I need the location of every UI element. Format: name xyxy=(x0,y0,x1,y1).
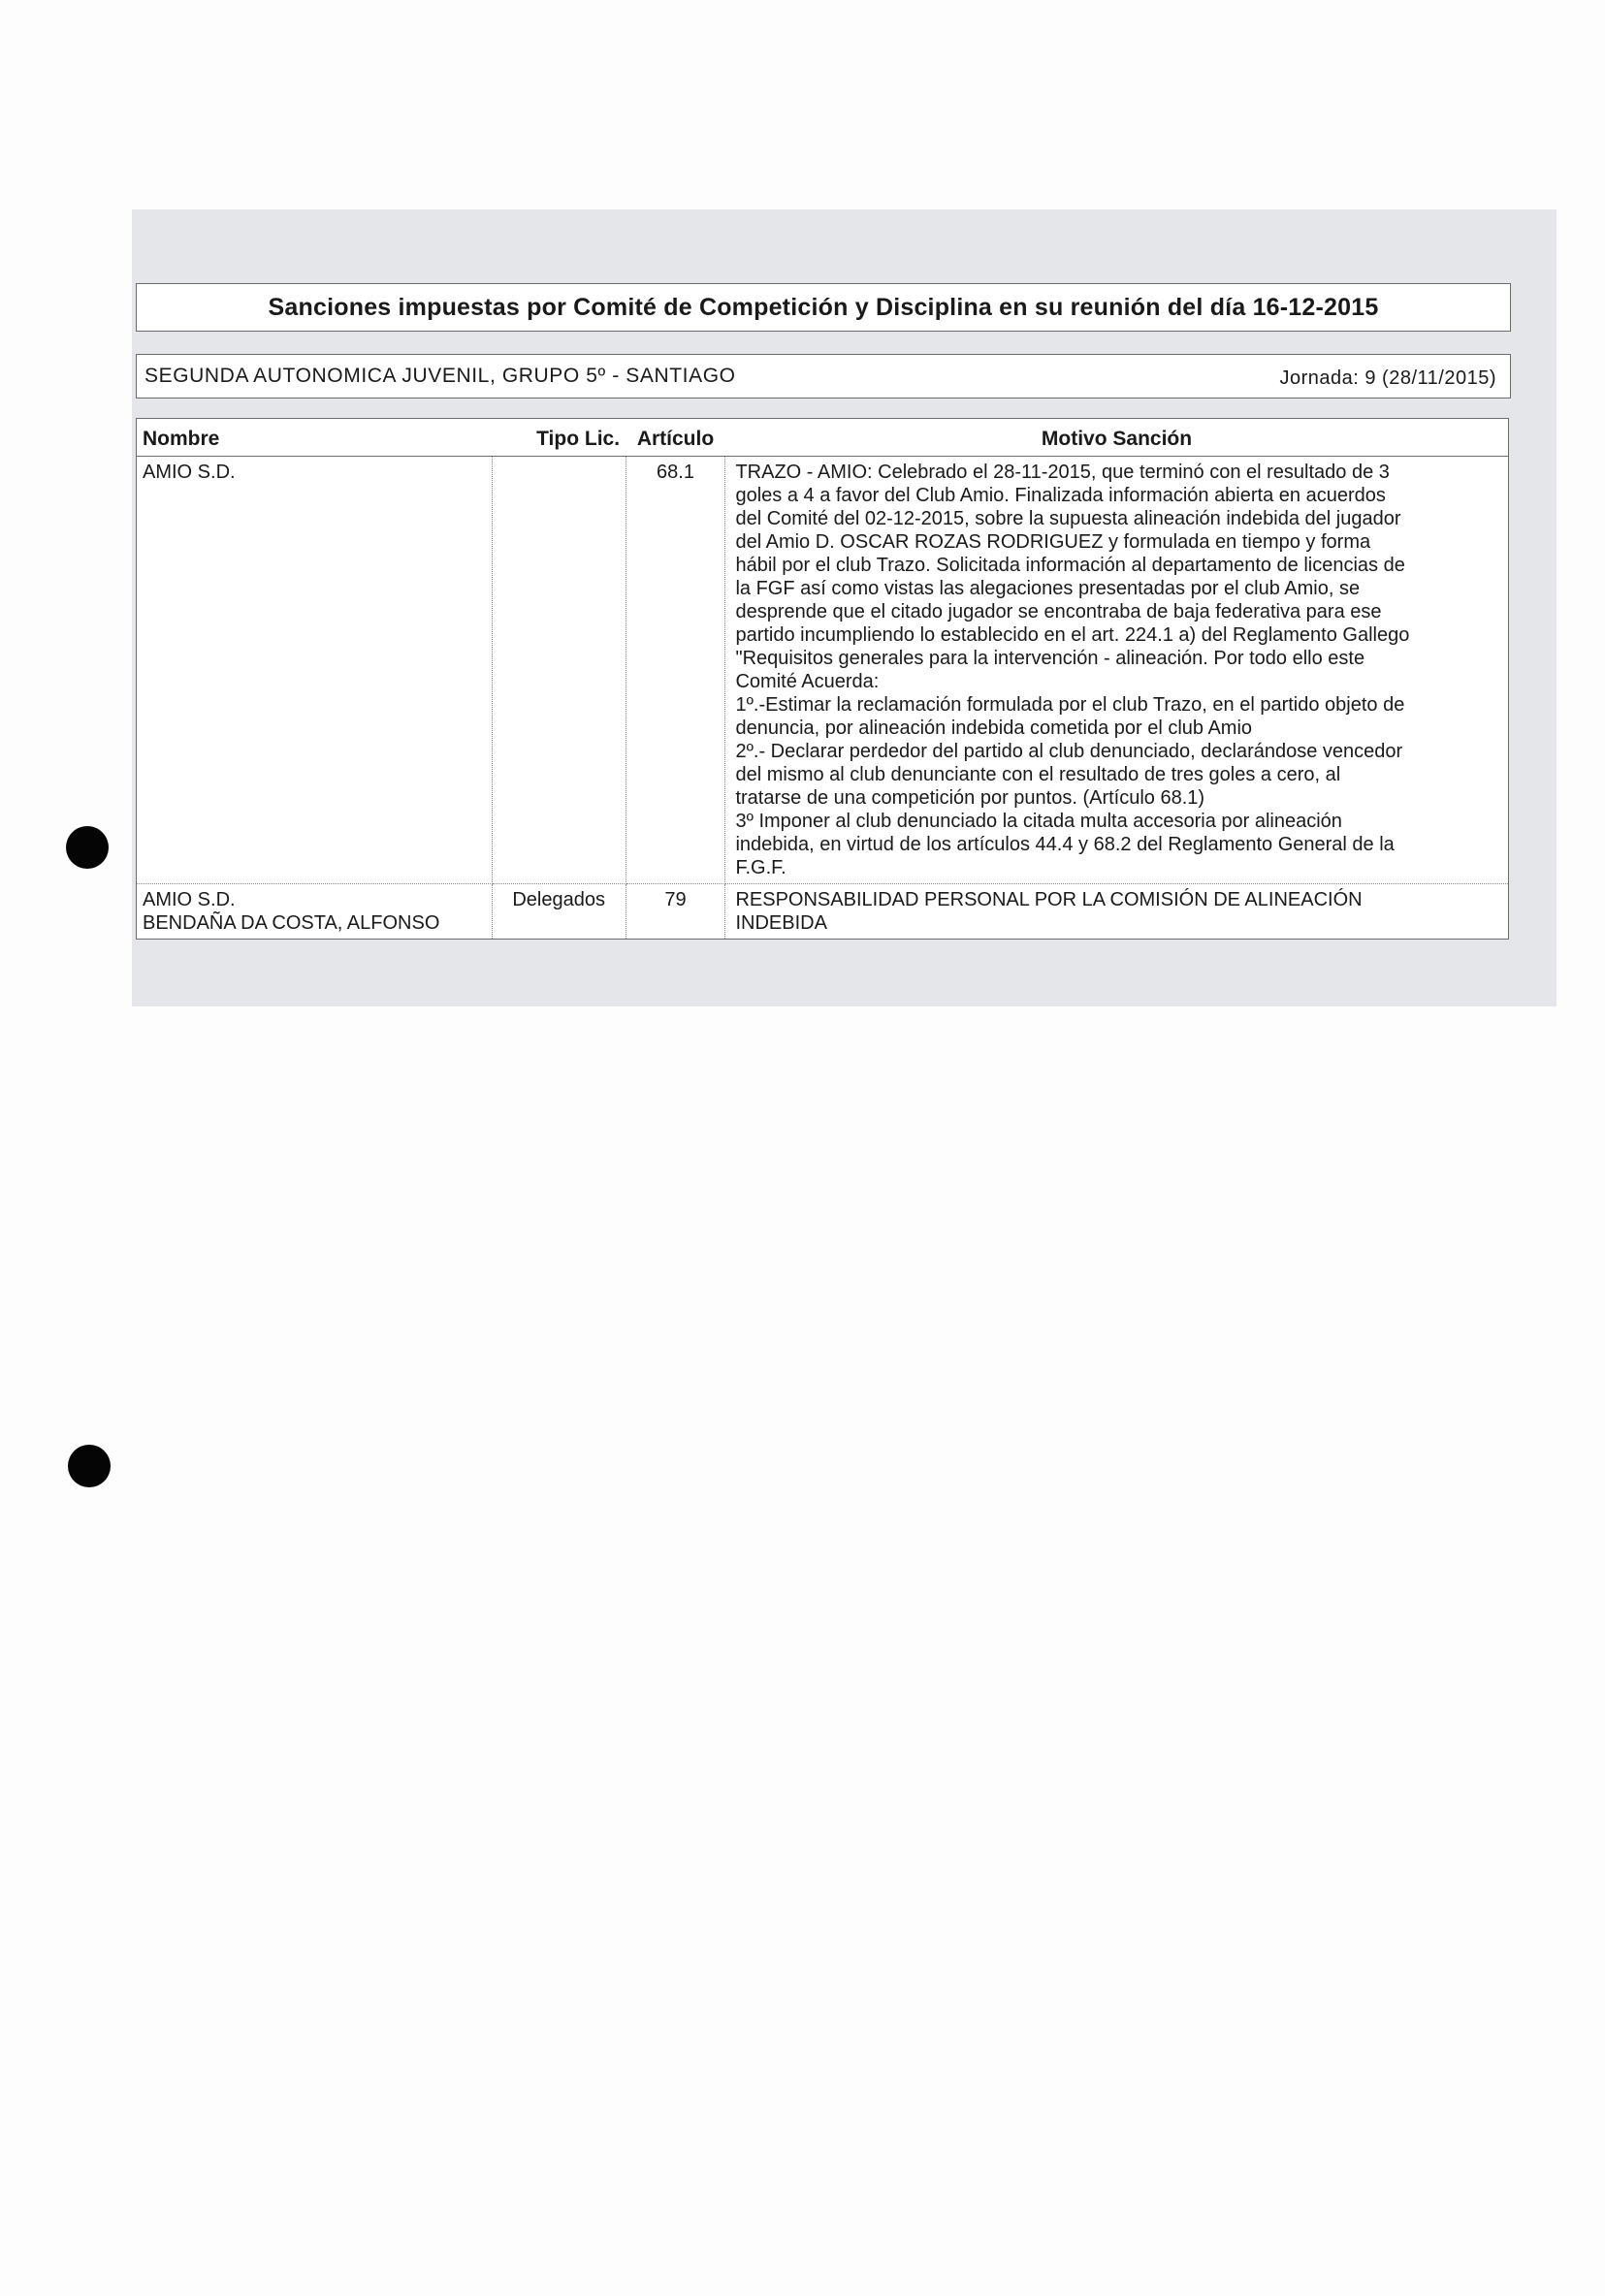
motivo-line: partido incumpliendo lo establecido en el art. 224.1 a) del Reglamento Gallego xyxy=(735,624,1410,646)
punch-hole-bottom xyxy=(68,1445,111,1487)
sanctions-table xyxy=(136,418,1509,940)
motivo-line: "Requisitos generales para la intervención - alineación. Por todo ello este xyxy=(735,648,1365,669)
competition-group-header xyxy=(136,354,1511,399)
motivo-line: la FGF así como vistas las alegaciones presentadas por el club Amio, se xyxy=(735,578,1361,599)
motivo-line: F.G.F. xyxy=(735,857,786,878)
jornada-label: Jornada: 9 (28/11/2015) xyxy=(1279,367,1496,389)
motivo-line: del Amio D. OSCAR ROZAS RODRIGUEZ y formulada en tiempo y forma xyxy=(735,531,1371,553)
motivo-line: indebida, en virtud de los artículos 44.4 y 68.2 del Reglamento General de la xyxy=(735,834,1395,855)
motivo-line: denuncia, por alineación indebida cometida por el club Amio xyxy=(735,718,1253,739)
punch-hole-top xyxy=(66,826,109,869)
motivo-line: 2º.- Declarar perdedor del partido al club denunciado, declarándose vencedor xyxy=(735,741,1403,762)
name-line: BENDAÑA DA COSTA, ALFONSO xyxy=(143,912,440,934)
table-row xyxy=(137,884,1509,940)
motivo-line: RESPONSABILIDAD PERSONAL POR LA COMISIÓN DE ALINEACIÓN xyxy=(735,889,1363,910)
cell-motivo xyxy=(725,884,1509,940)
motivo-line: goles a 4 a favor del Club Amio. Finalizada información abierta en acuerdos xyxy=(735,485,1386,506)
cell-nombre xyxy=(137,884,493,940)
motivo-line: hábil por el club Trazo. Solicitada información al departamento de licencias de xyxy=(735,555,1405,576)
motivo-line: del Comité del 02-12-2015, sobre la supuesta alineación indebida del jugador xyxy=(735,508,1401,529)
cell-tipo-lic xyxy=(492,457,626,884)
column-header-articulo: Artículo xyxy=(626,419,725,457)
name-line: AMIO S.D. xyxy=(143,462,236,483)
motivo-line: tratarse de una competición por puntos. (Artículo 68.1) xyxy=(735,787,1205,809)
table-header-row xyxy=(137,419,1509,457)
name-line: AMIO S.D. xyxy=(143,889,236,910)
motivo-line: TRAZO - AMIO: Celebrado el 28-11-2015, que terminó con el resultado de 3 xyxy=(735,462,1390,483)
competition-group-name: SEGUNDA AUTONOMICA JUVENIL, GRUPO 5º - SANTIAGO xyxy=(144,365,736,387)
column-header-motivo: Motivo Sanción xyxy=(725,419,1509,457)
motivo-line: INDEBIDA xyxy=(735,912,827,934)
cell-articulo: 79 xyxy=(626,884,725,940)
document-title-text: Sanciones impuestas por Comité de Competición y Disciplina en su reunión del día 16-12-2015 xyxy=(268,293,1379,321)
motivo-line: del mismo al club denunciante con el resultado de tres goles a cero, al xyxy=(735,764,1341,785)
motivo-line: 3º Imponer al club denunciado la citada multa accesoria por alineación xyxy=(735,811,1342,832)
cell-nombre xyxy=(137,457,493,884)
document-title xyxy=(136,283,1511,332)
motivo-line: Comité Acuerda: xyxy=(735,671,880,692)
cell-tipo-lic: Delegados xyxy=(492,884,626,940)
cell-motivo xyxy=(725,457,1509,884)
cell-articulo: 68.1 xyxy=(626,457,725,884)
motivo-line: 1º.-Estimar la reclamación formulada por el club Trazo, en el partido objeto de xyxy=(735,694,1405,716)
motivo-line: desprende que el citado jugador se encontraba de baja federativa para ese xyxy=(735,601,1382,622)
column-header-nombre: Nombre xyxy=(137,419,493,457)
column-header-tipo-lic: Tipo Lic. xyxy=(492,419,626,457)
table-row xyxy=(137,457,1509,884)
